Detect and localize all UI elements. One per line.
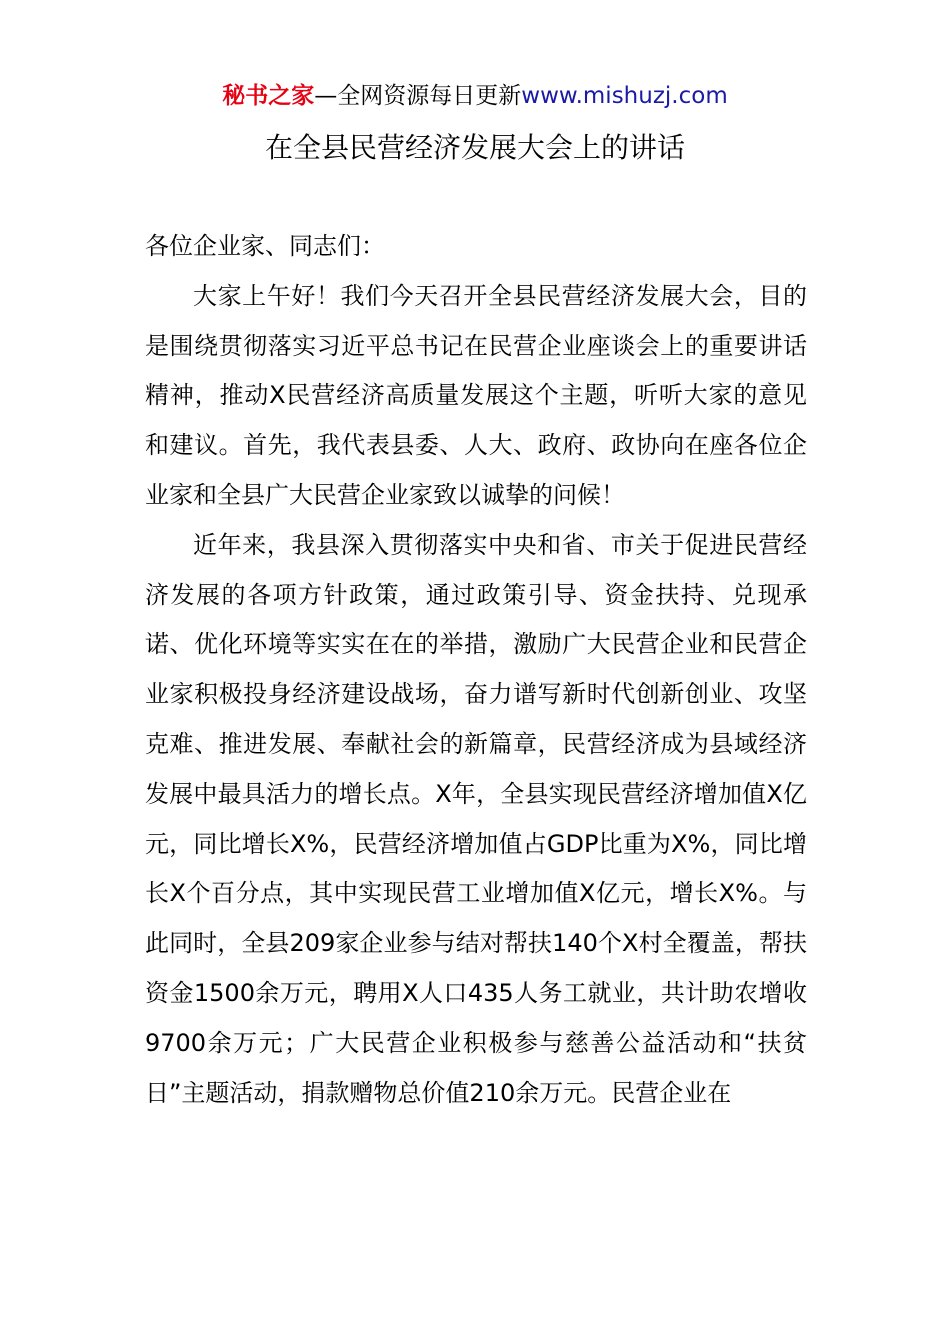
salutation: 各位企业家、同志们： <box>145 232 385 260</box>
site-header <box>0 80 950 112</box>
site-brand: 秘书之家 <box>222 83 315 109</box>
body-paragraph: 大家上午好！我们今天召开全县民营经济发展大会，目的是围绕贯彻落实习近平总书记在民营企业座谈会上的重要讲话精神，推动X民营经济高质量发展这个主题，听听大家的意见和建议。首先，我代表县委、人大、政府、政协向在座各位企业家和全县广大民营企业家致以诚挚的问候！ <box>145 281 807 509</box>
document-title: 在全县民营经济发展大会上的讲话 <box>264 131 685 164</box>
body-paragraph: 近年来，我县深入贯彻落实中央和省、市关于促进民营经济发展的各项方针政策，通过政策引导、资金扶持、兑现承诺、优化环境等实实在在的举措，激励广大民营企业和民营企业家积极投身经济建设战场，奋力谱写新时代创新创业、攻坚克难、推进发展、奉献社会的新篇章，民营经济成为县域经济发展中最具活力的增长点。X年，全县实现民营经济增加值X亿元，同比增长X%，民营经济增加值占GDP比重为X%，同比增长X个百分点，其中实现民营工业增加值X亿元，增长X%。与此同时，全县209家企业参与结对帮扶140个X村全覆盖，帮扶资金1500余万元，聘用X人口435人务工就业，共计助农增收9700余万元；广大民营企业积极参与慈善公益活动和“扶贫日”主题活动，捐款赠物总价值210余万元。民营企业在 <box>145 530 807 1107</box>
site-url-link[interactable]: www.mishuzj.com <box>521 83 728 109</box>
site-tagline: —全网资源每日更新 <box>314 83 522 109</box>
document-body <box>145 222 807 1118</box>
